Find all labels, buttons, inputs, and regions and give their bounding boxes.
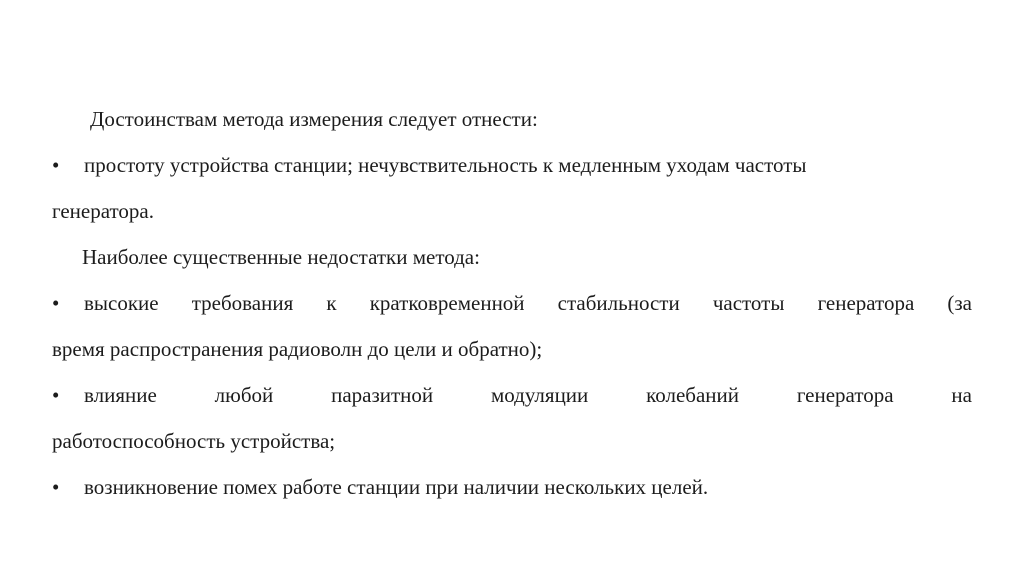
bullet-icon: • [52,383,60,407]
advantages-heading: Достоинствам метода измерения следует отнести: [90,107,538,131]
bullet-item-3 [52,372,972,418]
bullet-icon: • [52,291,60,315]
bullet-item-4 [52,464,972,510]
bullet-4-line-1: возникновение помех работе станции при наличии нескольких целей. [84,475,709,499]
word: к [326,291,337,315]
bullet-3-line-1 [84,372,972,418]
bullet-icon: • [52,153,60,177]
bullet-1-line-1: простоту устройства станции; нечувствительность к медленным уходам частоты [84,153,807,177]
word: паразитной [331,383,434,407]
word: генератора [817,291,915,315]
bullet-2-line-1 [84,280,972,326]
word: любой [214,383,274,407]
bullet-2-line-2: время распространения радиоволн до цели и обратно); [52,337,543,361]
word: генератора [796,383,894,407]
word: колебаний [646,383,740,407]
bullet-1-line-2: генератора. [52,199,154,223]
word: влияние [84,383,157,407]
disadvantages-heading: Наиболее существенные недостатки метода: [82,245,480,269]
word: частоты [712,291,785,315]
bullet-icon: • [52,475,60,499]
word: высокие [84,291,159,315]
bullet-item-2 [52,280,972,326]
bullet-3-line-2: работоспособность устройства; [52,429,336,453]
bullet-item-1 [52,142,972,188]
word: модуляции [490,383,589,407]
slide-content [52,96,972,510]
word: стабильности [557,291,680,315]
word: кратковременной [369,291,525,315]
word: требования [191,291,294,315]
word: на [951,383,972,407]
word: (за [947,291,972,315]
